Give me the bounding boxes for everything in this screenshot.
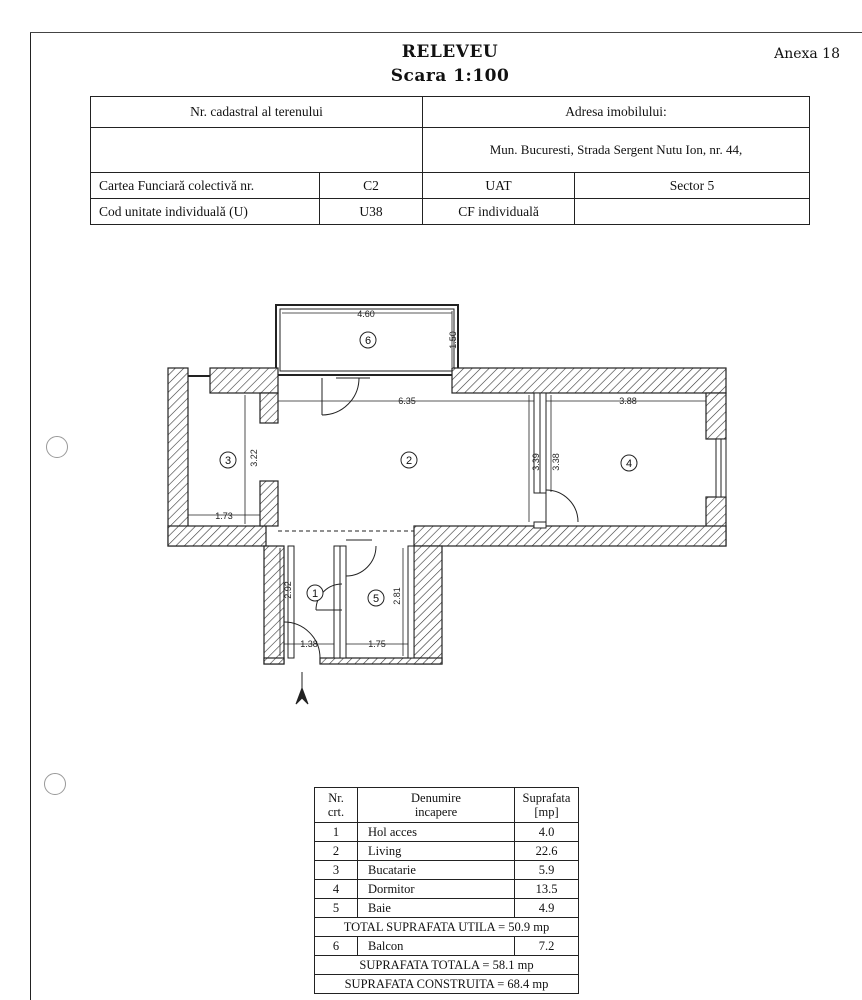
table-row — [315, 899, 579, 918]
room-number-4: 4 — [625, 458, 633, 470]
row-nr: 4 — [315, 880, 358, 899]
row-nr: 2 — [315, 842, 358, 861]
punch-hole-bottom — [44, 773, 66, 795]
dim-partition-height-b: 3.38 — [551, 453, 561, 471]
cf-collective-value: C2 — [320, 173, 423, 199]
total-useful: TOTAL SUPRAFATA UTILA = 50.9 mp — [315, 918, 579, 937]
address-value: Mun. Bucuresti, Strada Sergent Nutu Ion, nr. 44, — [423, 128, 810, 173]
total-area-row — [315, 956, 579, 975]
document-title: RELEVEU — [401, 42, 499, 62]
row-area: 4.9 — [515, 899, 579, 918]
dim-balcony-depth: 1.50 — [448, 331, 458, 349]
cf-individual-value — [575, 199, 810, 225]
row-area: 22.6 — [515, 842, 579, 861]
row-nr: 5 — [315, 899, 358, 918]
floor-plan — [0, 290, 862, 710]
row-nr: 1 — [315, 823, 358, 842]
row-area: 4.0 — [515, 823, 579, 842]
built-area-row — [315, 975, 579, 994]
total-area: SUPRAFATA TOTALA = 58.1 mp — [315, 956, 579, 975]
dim-kitchen-height: 3.22 — [249, 449, 259, 467]
room-number-2: 2 — [405, 455, 413, 467]
windows — [716, 439, 726, 497]
row-name: Living — [358, 842, 515, 861]
row-name: Dormitor — [358, 880, 515, 899]
table-row — [315, 861, 579, 880]
dim-hall-width: 1.38 — [300, 639, 318, 649]
surface-table — [314, 787, 579, 994]
dim-bath-height: 2.81 — [392, 587, 402, 605]
row-name: Bucatarie — [358, 861, 515, 880]
document-scale: Scara 1:100 — [390, 66, 510, 86]
header-area-line2: [mp] — [534, 805, 559, 819]
header-nr — [315, 788, 358, 823]
cf-individual-label: CF individuală — [423, 199, 575, 225]
uat-label: UAT — [423, 173, 575, 199]
room-number-6: 6 — [364, 335, 372, 347]
room-number-3: 3 — [224, 455, 232, 467]
uat-value: Sector 5 — [575, 173, 810, 199]
dim-kitchen-width: 1.73 — [215, 511, 233, 521]
header-area — [515, 788, 579, 823]
unit-code-label: Cod unitate individuală (U) — [91, 199, 320, 225]
table-row — [315, 880, 579, 899]
row-area: 5.9 — [515, 861, 579, 880]
dim-balcony-width: 4.60 — [357, 309, 375, 319]
header-name — [358, 788, 515, 823]
address-label: Adresa imobilului: — [423, 97, 810, 128]
dim-hall-height: 2.92 — [283, 581, 293, 599]
total-useful-row — [315, 918, 579, 937]
table-row — [315, 842, 579, 861]
header-name-line1: Denumire — [411, 791, 461, 805]
room-number-1: 1 — [311, 588, 319, 600]
dim-bedroom-width: 3.88 — [619, 396, 637, 406]
table-row — [315, 937, 579, 956]
row-name: Hol acces — [358, 823, 515, 842]
row-area: 13.5 — [515, 880, 579, 899]
annex-label: Anexa 18 — [774, 46, 840, 62]
cadastral-number-value — [91, 128, 423, 173]
header-name-line2: incapere — [414, 805, 458, 819]
row-name: Balcon — [358, 937, 515, 956]
dim-partition-height-a: 3.39 — [531, 453, 541, 471]
header-nr-line1: Nr. — [328, 791, 344, 805]
room-number-5: 5 — [372, 593, 380, 605]
walls — [168, 368, 726, 664]
cf-collective-label: Cartea Funciară colectivă nr. — [91, 173, 320, 199]
row-area: 7.2 — [515, 937, 579, 956]
header-area-line1: Suprafata — [522, 791, 571, 805]
header-nr-line2: crt. — [327, 805, 345, 819]
table-row — [315, 823, 579, 842]
row-nr: 6 — [315, 937, 358, 956]
row-name: Baie — [358, 899, 515, 918]
page-border-top — [30, 32, 862, 33]
cadastral-header-table — [90, 96, 810, 225]
unit-code-value: U38 — [320, 199, 423, 225]
cadastral-number-label: Nr. cadastral al terenului — [91, 97, 423, 128]
built-area: SUPRAFATA CONSTRUITA = 68.4 mp — [315, 975, 579, 994]
row-nr: 3 — [315, 861, 358, 880]
dim-bath-width: 1.75 — [368, 639, 386, 649]
dim-living-width: 6.35 — [398, 396, 416, 406]
